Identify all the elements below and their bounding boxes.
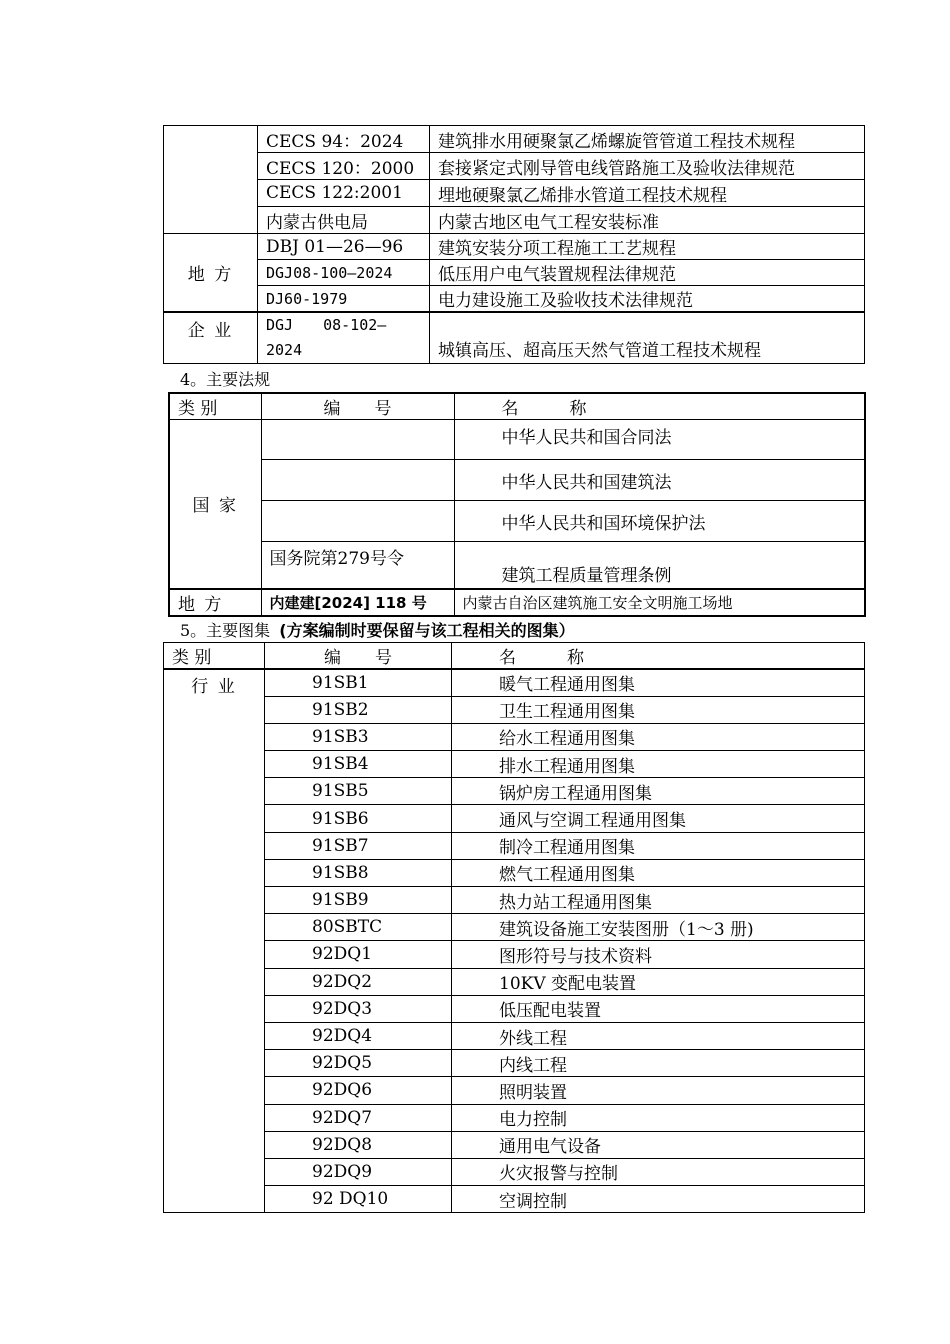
standard-name: 建筑安装分项工程施工工艺规程	[430, 234, 865, 260]
atlas-row	[164, 832, 865, 859]
atlas-code: 80SBTC	[265, 914, 452, 941]
category-enterprise: 企 业	[164, 312, 258, 364]
header-code: 编 号	[261, 393, 454, 420]
atlas-row	[164, 914, 865, 941]
standard-code: DBJ 01—26—96	[258, 234, 430, 260]
section-5-title	[180, 618, 575, 641]
standard-code: 内蒙古供电局	[258, 207, 430, 234]
atlas-name: 外线工程	[452, 1022, 865, 1049]
atlas-row	[164, 805, 865, 832]
atlas-code: 92DQ5	[265, 1050, 452, 1077]
standard-code: CECS 120：2000	[258, 153, 430, 180]
standard-name: 电力建设施工及验收技术法律规范	[430, 286, 865, 313]
atlas-code: 91SB1	[265, 669, 452, 696]
atlas-name: 内线工程	[452, 1050, 865, 1077]
atlas-code: 92DQ6	[265, 1077, 452, 1104]
regulation-code	[261, 501, 454, 542]
atlas-code: 91SB9	[265, 887, 452, 914]
atlas-name: 制冷工程通用图集	[452, 832, 865, 859]
atlas-row	[164, 1022, 865, 1049]
header-category: 类 别	[164, 643, 265, 670]
regulation-code	[261, 420, 454, 460]
atlas-name: 排水工程通用图集	[452, 751, 865, 778]
category-blank	[164, 126, 258, 234]
standard-name: 埋地硬聚氯乙烯排水管道工程技术规程	[430, 180, 865, 207]
regulation-name: 中华人民共和国建筑法	[454, 460, 865, 501]
atlas-name: 图形符号与技术资料	[452, 941, 865, 968]
atlas-row	[164, 995, 865, 1022]
standard-name: 内蒙古地区电气工程安装标准	[430, 207, 865, 234]
atlas-table	[163, 642, 865, 1213]
standard-row	[164, 207, 865, 234]
atlas-code: 92DQ3	[265, 995, 452, 1022]
regulation-row	[169, 542, 865, 589]
atlas-code: 92DQ9	[265, 1158, 452, 1185]
category-local: 地 方	[164, 234, 258, 313]
atlas-row	[164, 751, 865, 778]
atlas-name: 10KV 变配电装置	[452, 968, 865, 995]
standard-name: 城镇高压、超高压天然气管道工程技术规程	[430, 312, 865, 364]
atlas-row	[164, 859, 865, 886]
standard-row	[164, 234, 865, 260]
atlas-row	[164, 941, 865, 968]
standard-row	[164, 286, 865, 313]
atlas-row	[164, 723, 865, 750]
atlas-row	[164, 1104, 865, 1131]
atlas-name: 低压配电装置	[452, 995, 865, 1022]
section-5-title-note: (方案编制时要保留与该工程相关的图集）	[279, 621, 575, 640]
atlas-code: 91SB3	[265, 723, 452, 750]
atlas-row	[164, 1158, 865, 1185]
regulation-code: 内建建[2024] 118 号	[261, 589, 454, 616]
atlas-row	[164, 1077, 865, 1104]
atlas-code: 91SB4	[265, 751, 452, 778]
standard-code: DGJ08-100—2024	[258, 260, 430, 286]
atlas-row	[164, 887, 865, 914]
regulation-name: 建筑工程质量管理条例	[454, 542, 865, 589]
enterprise-code	[258, 312, 430, 364]
atlas-row	[164, 1050, 865, 1077]
standard-name: 低压用户电气装置规程法律规范	[430, 260, 865, 286]
standard-row	[164, 153, 865, 180]
atlas-code: 91SB8	[265, 859, 452, 886]
atlas-name: 火灾报警与控制	[452, 1158, 865, 1185]
category-national: 国 家	[169, 420, 261, 589]
standard-row	[164, 126, 865, 153]
regulation-row-local	[169, 589, 865, 616]
standard-row	[164, 180, 865, 207]
enterprise-code-line2: 2024	[266, 341, 303, 359]
atlas-name: 锅炉房工程通用图集	[452, 778, 865, 805]
category-industry: 行 业	[164, 669, 265, 1213]
atlas-row	[164, 1186, 865, 1213]
atlas-code: 92DQ8	[265, 1131, 452, 1158]
atlas-name: 电力控制	[452, 1104, 865, 1131]
section-5-title-prefix: 5。主要图集	[180, 621, 271, 640]
atlas-code: 92DQ4	[265, 1022, 452, 1049]
standard-code: CECS 94：2024	[258, 126, 430, 153]
atlas-code: 91SB6	[265, 805, 452, 832]
regulation-row	[169, 501, 865, 542]
atlas-code: 92DQ7	[265, 1104, 452, 1131]
atlas-code: 91SB7	[265, 832, 452, 859]
atlas-header-row	[164, 643, 865, 670]
atlas-code: 91SB5	[265, 778, 452, 805]
atlas-row	[164, 778, 865, 805]
regulation-row	[169, 420, 865, 460]
atlas-name: 卫生工程通用图集	[452, 696, 865, 723]
header-name: 名 称	[454, 393, 865, 420]
standard-row	[164, 260, 865, 286]
regulation-row	[169, 460, 865, 501]
regulations-table	[168, 392, 866, 617]
header-name: 名 称	[452, 643, 865, 670]
atlas-name: 暖气工程通用图集	[452, 669, 865, 696]
atlas-code: 92DQ2	[265, 968, 452, 995]
atlas-code: 92DQ1	[265, 941, 452, 968]
regulation-code: 国务院第279号令	[261, 542, 454, 589]
atlas-row	[164, 696, 865, 723]
standard-code: CECS 122:2001	[258, 180, 430, 207]
atlas-name: 通风与空调工程通用图集	[452, 805, 865, 832]
section-4-title: 4。主要法规	[180, 370, 271, 389]
standard-code: DJ60-1979	[258, 286, 430, 313]
standard-name: 套接紧定式刚导管电线管路施工及验收法律规范	[430, 153, 865, 180]
atlas-name: 空调控制	[452, 1186, 865, 1213]
regulation-name: 中华人民共和国环境保护法	[454, 501, 865, 542]
header-category: 类 别	[169, 393, 261, 420]
category-local: 地 方	[169, 589, 261, 616]
regulation-name: 内蒙古自治区建筑施工安全文明施工场地	[454, 589, 865, 616]
atlas-name: 建筑设备施工安装图册（1～3 册)	[452, 914, 865, 941]
atlas-row	[164, 968, 865, 995]
standards-table	[163, 125, 865, 364]
atlas-name: 给水工程通用图集	[452, 723, 865, 750]
atlas-name: 热力站工程通用图集	[452, 887, 865, 914]
standard-name: 建筑排水用硬聚氯乙烯螺旋管管道工程技术规程	[430, 126, 865, 153]
regulation-name: 中华人民共和国合同法	[454, 420, 865, 460]
atlas-code: 92 DQ10	[265, 1186, 452, 1213]
atlas-code: 91SB2	[265, 696, 452, 723]
enterprise-code-line1: DGJ 08-102—	[266, 316, 387, 334]
standard-row-enterprise	[164, 312, 865, 364]
atlas-name: 通用电气设备	[452, 1131, 865, 1158]
regulation-code	[261, 460, 454, 501]
atlas-row	[164, 1131, 865, 1158]
atlas-row	[164, 669, 865, 696]
header-code: 编 号	[265, 643, 452, 670]
atlas-name: 燃气工程通用图集	[452, 859, 865, 886]
regulations-header-row	[169, 393, 865, 420]
atlas-name: 照明装置	[452, 1077, 865, 1104]
